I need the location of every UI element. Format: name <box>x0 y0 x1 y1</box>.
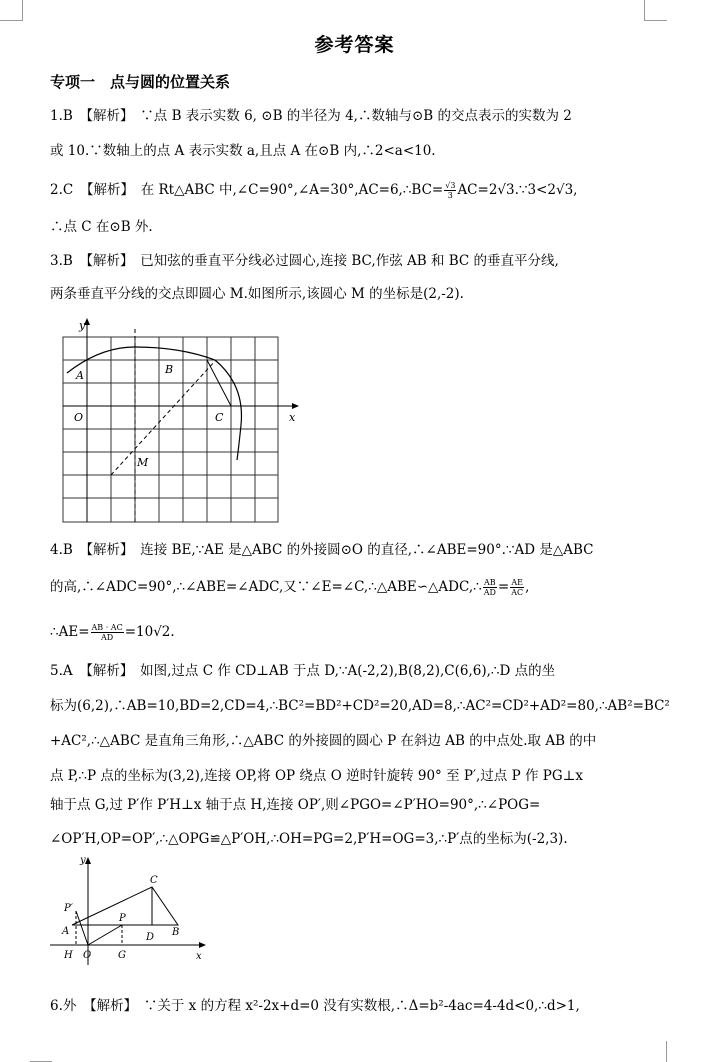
crop-mark-bottom-right <box>666 1041 667 1062</box>
answer-5-line-2: 标为(6,2),∴AB=10,BD=2,CD=4,∴BC²=BD²+CD²=20,AD=8,∴AC²=CD²+AD²=80,∴AB²=BC² <box>50 698 670 714</box>
answer-1-line-2: 或 10.∵数轴上的点 A 表示实数 a,且点 A 在⊙B 内,∴2<a<10. <box>50 143 436 159</box>
label-b: B <box>165 363 174 376</box>
fraction-denominator: AC <box>511 588 524 597</box>
label-m: M <box>137 456 149 469</box>
answer-2-line-1 <box>50 181 577 200</box>
label-c: C <box>215 411 224 424</box>
answer-4-tail: =10√2. <box>124 624 175 640</box>
x-axis-arrow <box>199 942 206 948</box>
label-o: O <box>83 950 92 961</box>
answer-5-line-1: 5.A 【解析】 如图,过点 C 作 CD⊥AB 于点 D,∵A(-2,2),B(8,2),C(6,6),∴D 点的坐 <box>50 663 556 679</box>
segment-op-prime <box>76 911 88 945</box>
label-x: x <box>196 951 202 962</box>
section-heading: 专项一 点与圆的位置关系 <box>50 73 231 91</box>
answer-4-line-2: 的高,∴∠ADC=90°,∴∠ABE=∠ADC,又∵∠E=∠C,∴△ABE∽△ADC,∴ $\frac{AB}{AD}$ = $\frac{AE}{AC}$ , <box>50 578 530 597</box>
segment-op <box>88 925 122 945</box>
answer-4-fraction-1 <box>483 578 497 597</box>
answer-2-fraction <box>444 181 456 200</box>
label-c: C <box>150 875 158 886</box>
answer-4-text-2: 的高,∴∠ADC=90°,∴∠ABE=∠ADC,又∵∠E=∠C,∴△ABE∽△ADC,∴ <box>50 579 482 595</box>
fraction-denominator: 3 <box>447 191 453 200</box>
answer-4-line-3 <box>50 623 175 642</box>
label-a: A <box>62 926 70 937</box>
answer-5-line-6: ∠OP′H,OP=OP′,∴△OPG≌△P′OH,∴OH=PG=2,P′H=OG=3,∴P′点的坐标为(-2,3). <box>50 831 568 847</box>
label-y: y <box>80 855 86 866</box>
answer-4-fraction-2 <box>510 578 524 597</box>
label-p: P <box>119 913 126 924</box>
label-h: H <box>64 950 73 961</box>
answer-3-line-2: 两条垂直平分线的交点即圆心 M.如图所示,该圆心 M 的坐标是(2,-2). <box>50 286 464 302</box>
x-axis-arrow <box>292 403 299 409</box>
figure-triangle <box>50 855 210 970</box>
y-axis-arrow <box>85 857 91 864</box>
fraction-numerator: AE <box>511 578 523 587</box>
answer-3-line-1: 3.B 【解析】 已知弦的垂直平分线必过圆心,连接 BC,作弦 AB 和 BC 的垂直平分线, <box>50 253 559 269</box>
label-g: G <box>118 950 126 961</box>
answer-5-line-5: 轴于点 G,过 P′作 P′H⊥x 轴于点 H,连接 OP′,则∠PGO=∠P′HO=90°,∴∠POG= <box>50 797 541 813</box>
crop-mark-top-right <box>644 0 667 21</box>
answer-2-text: 2.C 【解析】 在 Rt△ABC 中,∠C=90°,∠A=30°,AC=6,∴BC= <box>50 182 444 198</box>
fraction-denominator: AD <box>483 588 496 597</box>
label-d: D <box>146 932 155 943</box>
answer-2-tail: AC=2√3.∵3<2√3, <box>457 182 578 198</box>
answer-5-line-4: 点 P,∴P 点的坐标为(3,2),连接 OP,将 OP 绕点 O 逆时针旋转 90° 至 P′,过点 P 作 PG⊥x <box>50 768 583 784</box>
answer-2-line-2: ∴点 C 在⊙B 外. <box>50 219 153 235</box>
answer-5-line-3: +AC²,∴△ABC 是直角三角形,∴△ABC 的外接圆的圆心 P 在斜边 AB 的中点处.取 AB 的中 <box>50 733 597 749</box>
fraction-equals: = <box>497 579 510 595</box>
label-x: x <box>289 411 296 424</box>
answer-1-line-1: 1.B 【解析】 ∵点 B 表示实数 6, ⊙B 的半径为 4,∴数轴与⊙B 的交点表示的实数为 2 <box>50 108 572 124</box>
label-b: B <box>172 927 180 938</box>
circle-arc <box>67 347 241 460</box>
perpendicular-bisector-bc <box>111 361 215 475</box>
label-a: A <box>76 369 84 382</box>
fraction-denominator: AD <box>101 633 114 642</box>
page-title: 参考答案 <box>314 34 395 56</box>
fraction-numerator: AB <box>483 578 496 587</box>
crop-mark-top-left <box>0 0 23 21</box>
label-y: y <box>79 319 86 332</box>
answer-4-fraction-3 <box>91 623 124 642</box>
answer-4-text-3: ∴AE= <box>50 624 90 640</box>
answer-4-line-1: 4.B 【解析】 连接 BE,∵AE 是△ABC 的外接圆⊙O 的直径,∴∠ABE=90°.∵AD 是△ABC <box>50 542 594 558</box>
fraction-numerator: AB · AC <box>91 623 123 632</box>
label-o: O <box>74 411 84 424</box>
answer-6-line-1: 6.外 【解析】 ∵关于 x 的方程 x²-2x+d=0 没有实数根,∴Δ=b²-4ac=4-4d<0,∴d>1, <box>50 998 580 1014</box>
figure-grid-circle <box>55 315 315 530</box>
fraction-numerator: √3 <box>445 181 456 190</box>
label-p-prime: P′ <box>64 903 73 914</box>
